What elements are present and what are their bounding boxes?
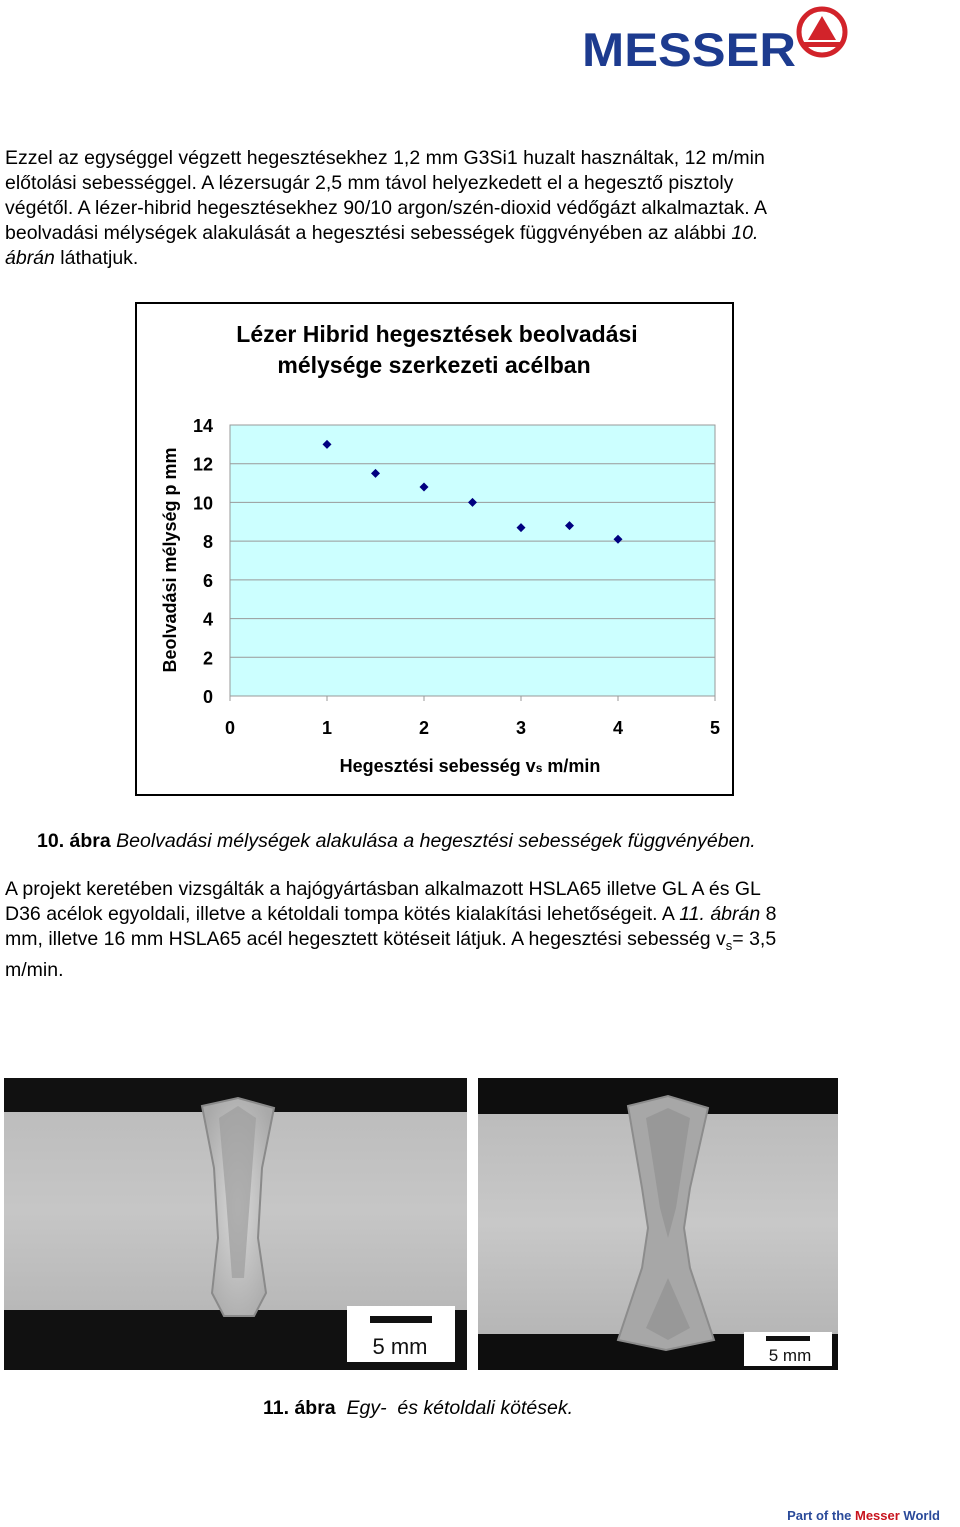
figure-11-text: Egy- és kétoldali kötések.	[335, 1397, 574, 1419]
figure-10-caption	[37, 829, 756, 854]
x-tick-label: 1	[321, 718, 333, 738]
y-tick-label: 8	[202, 532, 213, 553]
project-paragraph: A projekt keretében vizsgálták a hajógyártásban alkalmazott HSLA65 illetve GL A és GL D36 acélok egyoldali, illetve a kétoldali tompa kötés kialakítási lehetőségeit. A 11. ábrán 8 mm, illetve 16 mm HSLA65 acél hegesztett kötéseit látjuk. A hegesztési sebesség $v_s= 3,5$ m/min.	[5, 878, 777, 981]
y-tick-label: 14	[192, 416, 213, 436]
y-tick-label: 6	[202, 570, 213, 591]
chart-title-line1: Lézer Hibrid hegesztések beolvadási	[236, 321, 638, 347]
weld-photo-one-sided	[4, 1078, 467, 1370]
y-tick-label: 2	[202, 648, 213, 669]
scale-bar-label-2: 5 mm	[768, 1346, 812, 1365]
messer-logo-text: MESSER	[582, 23, 796, 70]
x-tick-label: 4	[612, 718, 624, 738]
figure-11-number: 11. ábra	[263, 1397, 336, 1419]
x-axis-label: Hegesztési sebesség vs m/min	[339, 756, 601, 776]
figure-10-text: Beolvadási mélységek alakulása a hegesztési sebességek függvényében.	[110, 830, 756, 852]
chart-title-line2: mélysége szerkezeti acélban	[277, 352, 591, 378]
y-tick-label: 10	[192, 493, 213, 514]
x-tick-label: 2	[418, 718, 430, 738]
weld-photo-two-sided	[478, 1078, 838, 1370]
scale-bar-label-1: 5 mm	[372, 1334, 428, 1359]
figure-10-number: 10. ábra	[37, 830, 111, 852]
intro-paragraph: Ezzel az egységgel végzett hegesztésekhez 1,2 mm G3Si1 huzalt használtak, 12 m/min előtolási sebességgel. A lézersugár 2,5 mm távol helyezkedett el a hegesztő pisztoly végétől. A lézer-hibrid hegesztésekhez 90/10 argon/szén-dioxid védőgázt alkalmaztak. A beolvadási mélységek alakulását a hegesztési sebességek függvényében az alábbi 10. ábrán láthatjuk.	[5, 147, 768, 269]
messer-emblem-icon	[799, 9, 845, 55]
x-tick-label: 0	[224, 718, 236, 738]
footer-tagline: Part of the Messer World	[787, 1508, 940, 1523]
penetration-depth-chart	[135, 302, 734, 796]
plot-area	[230, 425, 715, 696]
y-tick-label: 4	[202, 609, 213, 630]
y-tick-label: 0	[202, 687, 213, 707]
x-tick-label: 3	[515, 718, 527, 738]
y-axis-label: Beolvadási mélység p mm	[160, 447, 180, 673]
y-tick-label: 12	[192, 454, 213, 475]
x-tick-label: 5	[709, 718, 721, 738]
messer-logo	[582, 4, 854, 70]
figure-11-caption	[263, 1396, 573, 1421]
